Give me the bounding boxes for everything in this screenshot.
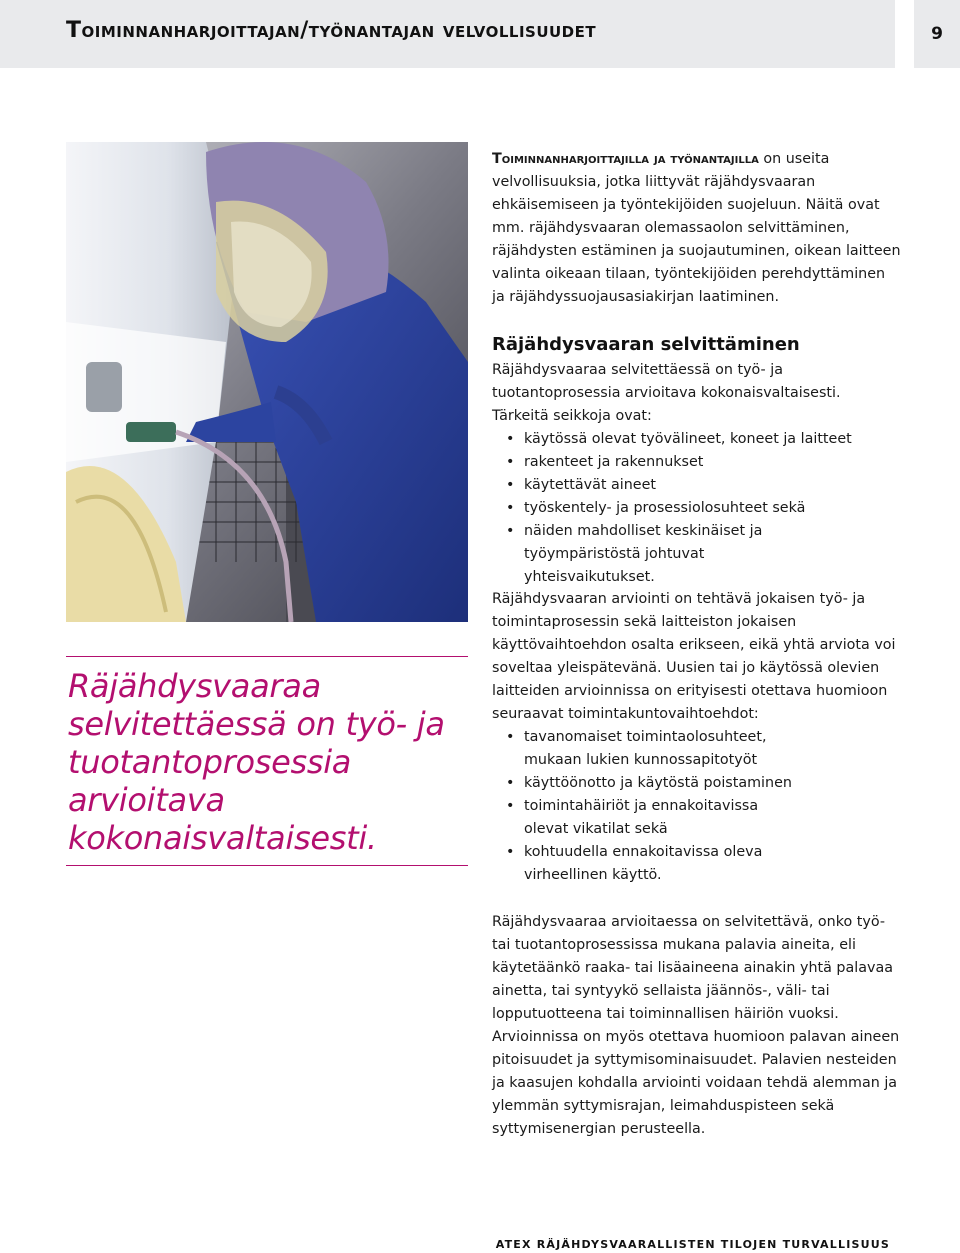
intro-paragraph (492, 148, 902, 309)
footer-publication-title: ATEX RÄJÄHDYSVAARALLISTEN TILOJEN TURVALLISUUS (495, 1238, 890, 1251)
page-title: Toiminnanharjoittajan/työnantajan velvollisuudet (66, 18, 597, 43)
list-item: • näiden mahdolliset keskinäiset ja työympäristöstä johtuvat yhteisvaikutukset. (492, 520, 902, 589)
list-item: • tavanomaiset toimintaolosuhteet, mukaan lukien kunnossapitotyöt (492, 726, 902, 772)
intro-lead: Toiminnanharjoittajilla ja työnantajilla (492, 151, 759, 167)
intro-body: on useita velvollisuuksia, jotka liittyvät räjähdysvaaran ehkäisemiseen ja työntekijöiden suojeluun. Näitä ovat mm. räjähdysvaaran olemassaolon selvittäminen, räjähdysten estäminen ja suojautuminen, oikean laitteen valinta oikeaan tilaan, työntekijöiden perehdyttäminen ja räjähdyssuojausasiakirjan laatiminen. (492, 151, 901, 305)
list-item: • käyttöönotto ja käytöstä poistaminen (492, 772, 902, 795)
section-paragraph-1: Räjähdysvaaraa selvitettäessä on työ- ja tuotantoprosessia arvioitava kokonaisvaltaisesti. (492, 362, 841, 401)
section-paragraph-2-block (492, 588, 902, 887)
page-number: 9 (931, 24, 943, 44)
bullet-list-factors (492, 428, 902, 589)
header-bar (0, 0, 895, 68)
pull-quote-text: Räjähdysvaaraa selvitettäessä on työ- ja tuotantoprosessia arvioitava kokonaisvaltaisesti. (68, 667, 445, 857)
list-item: • kohtuudella ennakoitavissa oleva virheellinen käyttö. (492, 841, 902, 887)
section-paragraph-3-block (492, 911, 902, 1141)
list-item: • toimintahäiriöt ja ennakoitavissa olevat vikatilat sekä (492, 795, 902, 841)
section-heading: Räjähdysvaaran selvittäminen (492, 334, 800, 355)
list-item: • käytössä olevat työvälineet, koneet ja laitteet (492, 428, 902, 451)
section-assessment (492, 333, 902, 589)
list-item: • työskentely- ja prosessiolosuhteet sekä (492, 497, 902, 520)
section-paragraph-2: Räjähdysvaaran arviointi on tehtävä jokaisen työ- ja toimintaprosessin sekä laitteiston jokaisen käyttövaihtoehdon osalta erikseen, eikä yhtä arviota voi soveltaa yleispätevänä. Uusien tai jo käytössä olevien laitteiden arvioinnissa on erityisesti otettava huomioon seuraavat toimintakuntovaihtoehdot: (492, 591, 896, 722)
page-number-tab (914, 0, 960, 68)
list-item: • käytettävät aineet (492, 474, 902, 497)
pull-quote (66, 656, 468, 866)
list-item: • rakenteet ja rakennukset (492, 451, 902, 474)
photo-worker-spray-painting (66, 142, 468, 622)
section-paragraph-1b: Tärkeitä seikkoja ovat: (492, 408, 652, 424)
bullet-list-conditions (492, 726, 902, 887)
section-paragraph-3: Räjähdysvaaraa arvioitaessa on selvitettävä, onko työ- tai tuotantoprosessissa mukana palavia aineita, eli käytetäänkö raaka- tai lisäaineena ainakin yhtä palavaa ainetta, tai syntyykö sellaista jäännös-, väli- tai lopputuotteena tai toiminnallisen häiriön vuoksi. Arvioinnissa on myös otettava huomioon palavan aineen pitoisuudet ja syttymisominaisuudet. Palavien nesteiden ja kaasujen kohdalla arviointi voidaan tehdä alemman ja ylemmän syttymisrajan, leimahduspisteen sekä syttymisenergian perusteella. (492, 914, 900, 1137)
